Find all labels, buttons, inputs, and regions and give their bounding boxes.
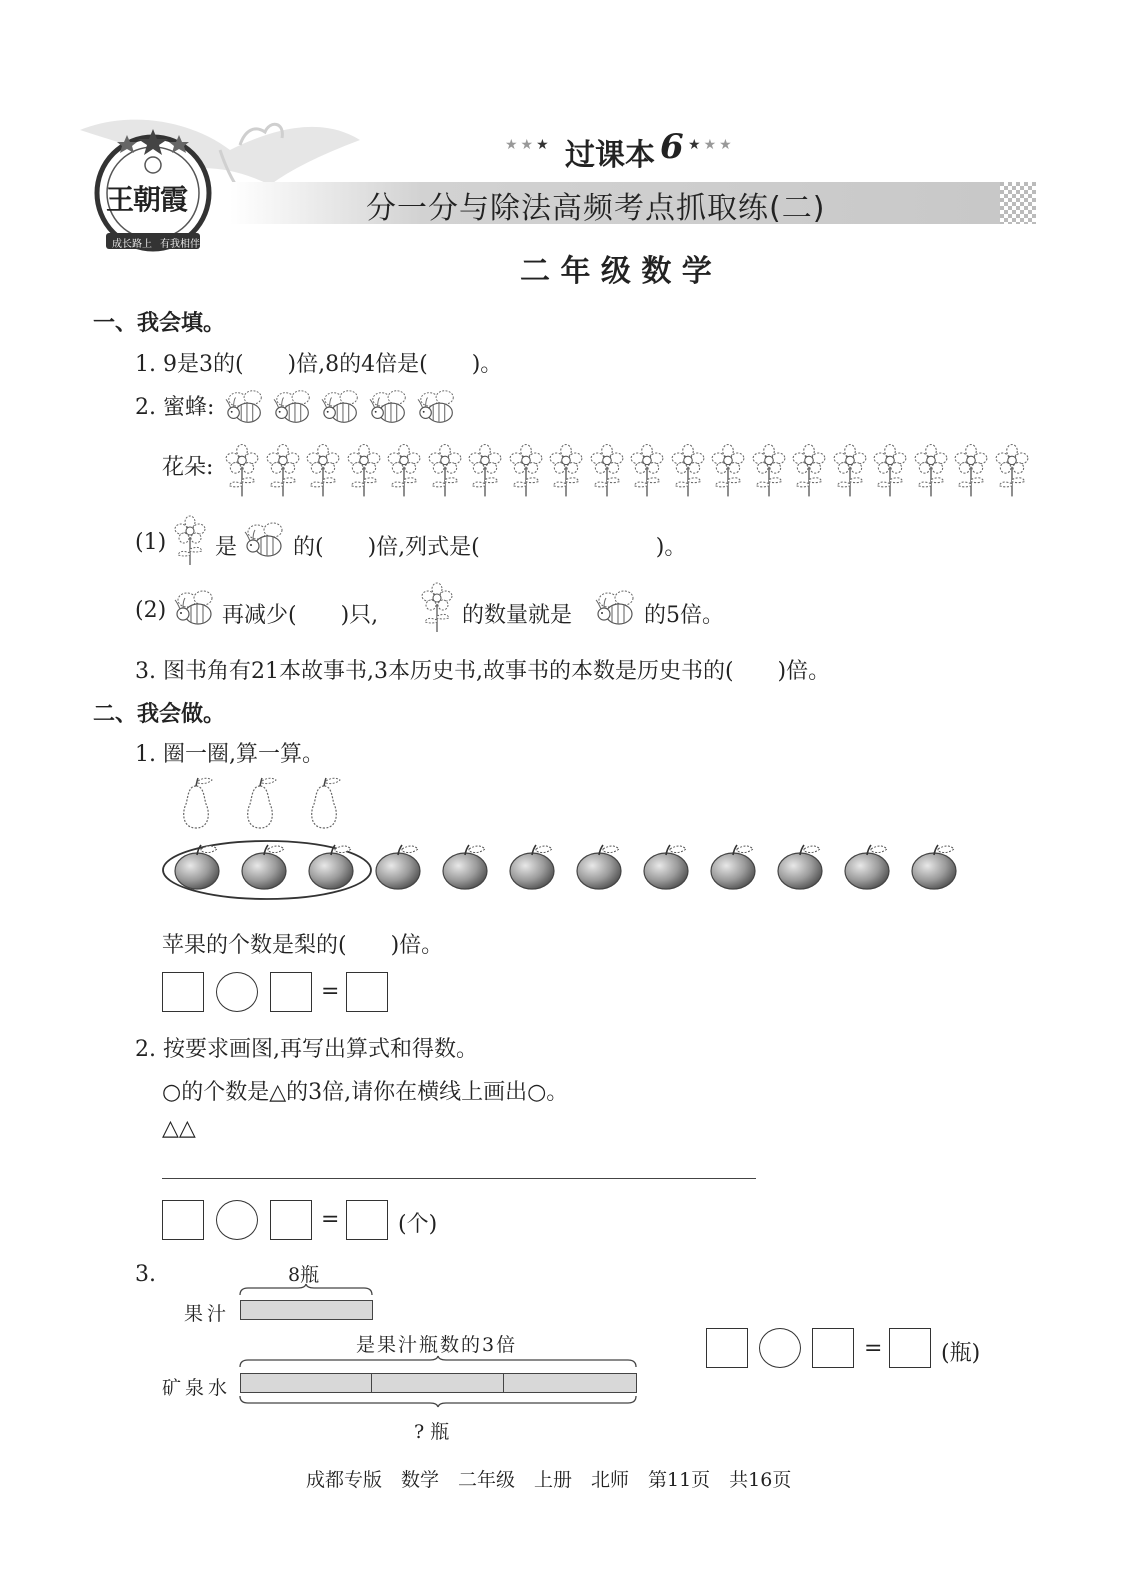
- apple-icon: [374, 840, 424, 892]
- relation-brace-icon: [238, 1355, 640, 1369]
- pear-icon: [303, 776, 345, 832]
- flower-icon: [751, 443, 787, 499]
- flower-icon: [670, 443, 706, 499]
- juice-brace-icon: [238, 1283, 378, 1297]
- apple-icon: [240, 840, 290, 892]
- s1-question2-label: 2. 蜜蜂:: [135, 395, 215, 420]
- juice-amount-label: 8瓶: [288, 1264, 320, 1286]
- s1-sub1-prefix: (1): [135, 530, 167, 555]
- answer-box[interactable]: [270, 1200, 312, 1240]
- s1-question1: 1. 9是3的( )倍,8的4倍是( )。: [135, 352, 503, 377]
- bee-icon: [243, 518, 289, 562]
- s2-q2-desc: ○的个数是△的3倍,请你在横线上画出○。: [162, 1080, 569, 1105]
- operator-circle[interactable]: [216, 1200, 258, 1240]
- s1-flower-label: 花朵:: [162, 455, 214, 480]
- stars-left-icon: ★★★: [505, 137, 552, 153]
- answer-box[interactable]: [346, 1200, 388, 1240]
- apple-icon: [709, 840, 759, 892]
- flower-icon: [629, 443, 665, 499]
- answer-box[interactable]: [346, 972, 388, 1012]
- question-brace-icon: [238, 1394, 640, 1408]
- flower-icon: [953, 443, 989, 499]
- answer-box[interactable]: [812, 1328, 854, 1368]
- flower-icon: [305, 443, 341, 499]
- flower-icon: [832, 443, 868, 499]
- unit-label: (个): [398, 1212, 438, 1237]
- brand-slogan-right: 有我相伴: [160, 239, 200, 250]
- apple-icon: [575, 840, 625, 892]
- brand-slogan-left: 成长路上: [112, 239, 152, 250]
- apple-icon: [642, 840, 692, 892]
- flower-icon: [346, 443, 382, 499]
- apple-icon: [843, 840, 893, 892]
- water-bar-segment: [240, 1373, 373, 1393]
- flower-icon: [710, 443, 746, 499]
- pear-icon: [239, 776, 281, 832]
- s2-q1-answer: 苹果的个数是梨的( )倍。: [162, 933, 444, 958]
- series-number: 6: [660, 127, 684, 167]
- s1-sub1-rest: 的( )倍,列式是( )。: [293, 535, 687, 560]
- page-title: 分一分与除法高频考点抓取练(二): [366, 191, 826, 226]
- flower-icon: [508, 443, 544, 499]
- s2-question2: 2. 按要求画图,再写出算式和得数。: [135, 1037, 478, 1062]
- apple-icon: [776, 840, 826, 892]
- flower-icon: [791, 443, 827, 499]
- apple-icon: [307, 840, 357, 892]
- page-footer: 成都专版 数学 二年级 上册 北师 第11页 共16页: [306, 1469, 792, 1491]
- answer-box[interactable]: [889, 1328, 931, 1368]
- flower-icon: [386, 443, 422, 499]
- s1-sub2-mid: 再减少( )只,: [222, 603, 379, 628]
- flower-icon: [589, 443, 625, 499]
- pear-icon: [175, 776, 217, 832]
- flower-icon: [173, 515, 207, 567]
- s1-sub1-is: 是: [215, 535, 238, 560]
- water-bar-segment: [503, 1373, 637, 1393]
- s2-question1: 1. 圈一圈,算一算。: [135, 742, 324, 767]
- bee-icon: [320, 386, 364, 428]
- stars-right-icon: ★★★: [688, 137, 735, 153]
- s2-question3-number: 3.: [135, 1262, 156, 1287]
- flower-icon: [548, 443, 584, 499]
- brand-name: 王朝霞: [106, 183, 188, 216]
- water-label: 矿泉水: [162, 1377, 232, 1399]
- checker-pattern-icon: [1000, 182, 1040, 224]
- bee-icon: [594, 586, 640, 630]
- bee-icon: [173, 586, 219, 630]
- series-label: 过课本: [565, 138, 655, 173]
- flower-icon: [913, 443, 949, 499]
- flower-icon: [265, 443, 301, 499]
- relation-label: 是果汁瓶数的3倍: [356, 1334, 518, 1356]
- flower-icon: [427, 443, 463, 499]
- page-subtitle: 二 年 级 数 学: [520, 254, 712, 289]
- answer-box[interactable]: [270, 972, 312, 1012]
- bee-icon: [272, 386, 316, 428]
- operator-circle[interactable]: [759, 1328, 801, 1368]
- drawing-line[interactable]: [162, 1178, 756, 1179]
- s2-q2-triangles: △△: [162, 1116, 196, 1141]
- equals-sign: =: [864, 1336, 883, 1361]
- section1-heading: 一、我会填。: [93, 311, 226, 336]
- apple-icon: [173, 840, 223, 892]
- operator-circle[interactable]: [216, 972, 258, 1012]
- flower-icon: [420, 582, 454, 634]
- juice-bar: [240, 1300, 373, 1320]
- juice-label: 果汁: [184, 1303, 231, 1325]
- s1-sub2-end1: 的数量就是: [462, 603, 573, 628]
- s1-sub2-end2: 的5倍。: [644, 603, 724, 628]
- unit-label: (瓶): [941, 1341, 981, 1366]
- flower-icon: [224, 443, 260, 499]
- bee-icon: [224, 386, 268, 428]
- answer-box[interactable]: [162, 972, 204, 1012]
- section2-heading: 二、我会做。: [93, 702, 226, 727]
- flower-icon: [467, 443, 503, 499]
- answer-box[interactable]: [706, 1328, 748, 1368]
- s1-sub2-prefix: (2): [135, 598, 167, 623]
- apple-icon: [910, 840, 960, 892]
- bee-icon: [416, 386, 460, 428]
- water-bar-segment: [371, 1373, 505, 1393]
- answer-box[interactable]: [162, 1200, 204, 1240]
- equals-sign: =: [321, 1207, 340, 1232]
- equals-sign: =: [321, 979, 340, 1004]
- flower-icon: [872, 443, 908, 499]
- bee-icon: [368, 386, 412, 428]
- question-amount-label: ? 瓶: [414, 1421, 450, 1443]
- apple-icon: [508, 840, 558, 892]
- flower-icon: [994, 443, 1030, 499]
- s1-question3: 3. 图书角有21本故事书,3本历史书,故事书的本数是历史书的( )倍。: [135, 659, 831, 684]
- apple-icon: [441, 840, 491, 892]
